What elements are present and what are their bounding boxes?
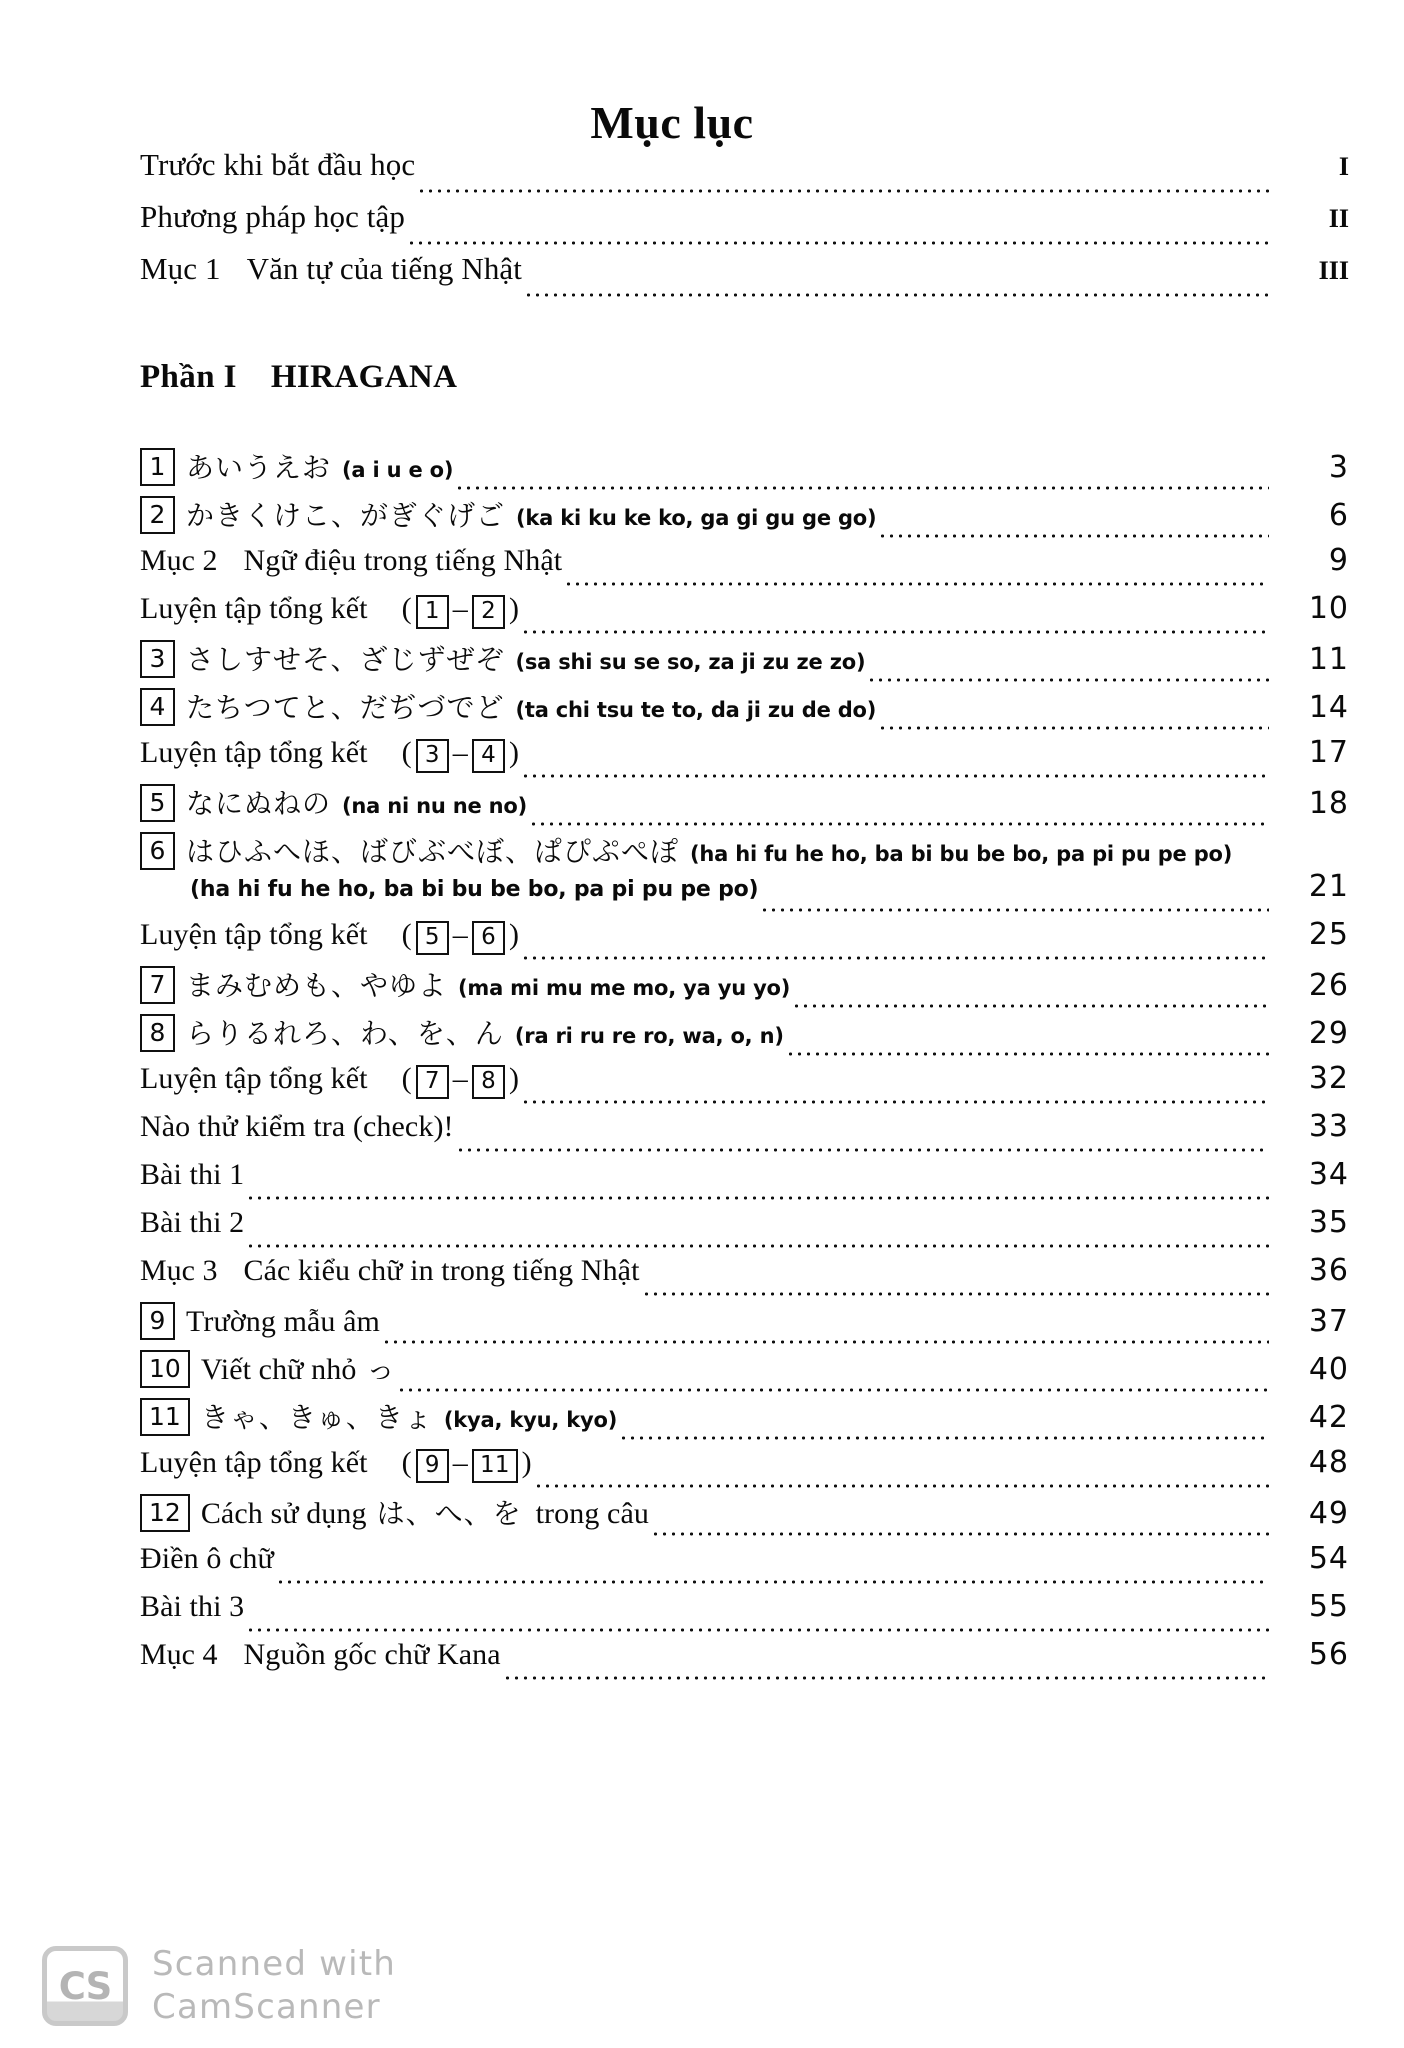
toc-entry-label xyxy=(140,834,1349,872)
dot-leader xyxy=(521,612,1269,642)
romaji-text: (a i u e o) xyxy=(342,458,454,482)
toc-entry-label xyxy=(140,1208,244,1238)
dot-leader xyxy=(642,1274,1269,1304)
toc-entry-label xyxy=(140,738,519,773)
page-number: III xyxy=(1318,256,1349,285)
toc-row[interactable] xyxy=(0,968,1404,1016)
toc-row[interactable] xyxy=(0,786,1404,834)
entry-number-box: 10 xyxy=(140,1350,190,1388)
dot-leader xyxy=(878,708,1269,738)
toc-row[interactable] xyxy=(0,917,1404,968)
dot-leader xyxy=(878,516,1269,546)
page-number: 3 xyxy=(1328,450,1349,485)
toc-entry-label xyxy=(140,1064,519,1099)
practice-label: Luyện tập tổng kết xyxy=(140,1062,368,1095)
toc-row[interactable] xyxy=(0,735,1404,786)
toc-row[interactable] xyxy=(0,591,1404,642)
practice-range-from: 9 xyxy=(416,1449,449,1483)
kana-text: あいうえお xyxy=(186,451,332,484)
toc-entry-label xyxy=(140,1256,640,1286)
page-number: 26 xyxy=(1308,968,1349,1003)
practice-range-from: 7 xyxy=(416,1065,449,1099)
section-number: Mục 3 xyxy=(140,1254,218,1287)
practice-range-to: 4 xyxy=(472,739,505,773)
section-title: Nguồn gốc chữ Kana xyxy=(243,1638,501,1671)
kana-text: かきくけこ、がぎぐげご xyxy=(186,499,506,532)
dot-leader xyxy=(246,1610,1269,1640)
romaji-text: (ma mi mu me mo, ya yu yo) xyxy=(458,976,791,1000)
entry-label-text: Viết chữ nhỏ xyxy=(200,1353,357,1386)
practice-range-from: 1 xyxy=(416,595,449,629)
toc-row[interactable] xyxy=(0,642,1404,690)
entry-label-text: Nào thử kiểm tra (check)! xyxy=(140,1110,454,1143)
entry-number-box: 4 xyxy=(140,688,175,726)
entry-label-text: Điền ô chữ xyxy=(140,1542,274,1575)
page-number: 9 xyxy=(1328,543,1349,578)
practice-range-to: 2 xyxy=(472,595,505,629)
entry-number-box: 12 xyxy=(140,1494,190,1532)
dot-leader xyxy=(382,1322,1269,1352)
page-number: 36 xyxy=(1308,1253,1349,1288)
toc-entry-label: Trước khi bắt đầu học xyxy=(140,147,416,182)
page-number: 32 xyxy=(1308,1061,1349,1096)
toc-row[interactable] xyxy=(0,498,1404,546)
toc-entry-label xyxy=(140,968,790,1006)
page-number: 17 xyxy=(1308,735,1349,770)
dot-leader xyxy=(503,1658,1269,1688)
toc-entry-label xyxy=(140,642,865,680)
toc-entry-label xyxy=(140,1544,274,1574)
toc-entry-label xyxy=(140,1448,532,1483)
page-number: 29 xyxy=(1308,1016,1349,1051)
romaji-text: (ha hi fu he ho, ba bi bu be bo, pa pi pu pe po) xyxy=(690,842,1233,866)
toc-row[interactable] xyxy=(0,1205,1404,1256)
entry-number-box: 9 xyxy=(140,1302,175,1340)
entry-number-box: 2 xyxy=(140,496,175,534)
page-number: 34 xyxy=(1308,1157,1349,1192)
dot-leader xyxy=(619,1418,1269,1448)
practice-label: Luyện tập tổng kết xyxy=(140,592,368,625)
camscanner-logo-icon: CS xyxy=(42,1946,128,2026)
toc-row[interactable] xyxy=(0,1352,1404,1400)
section-title: Ngữ điệu trong tiếng Nhật xyxy=(243,544,563,577)
toc-entry-label xyxy=(140,546,562,576)
toc-row[interactable] xyxy=(0,1109,1404,1160)
romaji-text: (ta chi tsu te to, da ji zu de do) xyxy=(515,698,877,722)
page-number: 56 xyxy=(1308,1637,1349,1672)
practice-range-to: 6 xyxy=(472,921,505,955)
entry-number-box: 6 xyxy=(140,832,175,870)
practice-label: Luyện tập tổng kết xyxy=(140,736,368,769)
dot-leader xyxy=(455,468,1269,498)
toc-entry-label xyxy=(140,1400,617,1438)
toc-entry-label xyxy=(140,690,876,728)
toc-row[interactable] xyxy=(0,253,1404,305)
practice-range: ( 7 – 8 ) xyxy=(402,1064,520,1099)
page-number: 6 xyxy=(1328,498,1349,533)
page-number: 18 xyxy=(1308,786,1349,821)
page-number: 25 xyxy=(1308,917,1349,952)
toc-entry-label xyxy=(140,594,519,629)
page-number: 33 xyxy=(1308,1109,1349,1144)
toc-entry-label: Phương pháp học tập xyxy=(140,199,405,234)
dot-leader xyxy=(417,170,1269,201)
kana-text-after: っ xyxy=(366,1353,396,1386)
camscanner-text xyxy=(152,1943,396,2030)
section-title: Các kiểu chữ in trong tiếng Nhật xyxy=(243,1254,640,1287)
kana-text: らりるれろ、わ、を、ん xyxy=(186,1017,504,1050)
practice-label: Luyện tập tổng kết xyxy=(140,918,368,951)
page-number: I xyxy=(1338,152,1349,181)
dot-leader xyxy=(397,1370,1269,1400)
dot-leader xyxy=(534,1466,1269,1496)
romaji-text: (kya, kyu, kyo) xyxy=(443,1408,618,1432)
page-number: 54 xyxy=(1308,1541,1349,1576)
toc-row[interactable] xyxy=(0,149,1404,201)
page-title: Mục lục xyxy=(590,97,754,148)
page-number: 10 xyxy=(1308,591,1349,626)
kana-text: さしすせそ、ざじずぜぞ xyxy=(186,643,505,676)
toc-row-continuation[interactable] xyxy=(0,869,1404,920)
page-number: 40 xyxy=(1308,1352,1349,1387)
toc-entry-label xyxy=(140,1592,244,1622)
entry-number-box: 3 xyxy=(140,640,175,678)
toc-row[interactable] xyxy=(0,1637,1404,1688)
page-number: 35 xyxy=(1308,1205,1349,1240)
toc-entry-label xyxy=(140,1016,784,1054)
part-number: Phần I xyxy=(140,359,237,395)
section-title: Văn tự của tiếng Nhật xyxy=(246,251,523,286)
romaji-text: (ra ri ru re ro, wa, o, n) xyxy=(514,1024,784,1048)
practice-range: ( 5 – 6 ) xyxy=(402,920,520,955)
practice-label: Luyện tập tổng kết xyxy=(140,1446,368,1479)
toc-row[interactable] xyxy=(0,1016,1404,1064)
toc-entry-label xyxy=(140,1304,380,1342)
section-number: Mục 2 xyxy=(140,544,218,577)
dot-leader xyxy=(651,1514,1269,1544)
toc-row[interactable] xyxy=(0,1157,1404,1208)
toc-entry-label xyxy=(140,1160,244,1190)
page-number: 11 xyxy=(1308,642,1349,677)
page-number: 42 xyxy=(1308,1400,1349,1435)
entry-label-text: Cách sử dụng xyxy=(200,1497,367,1530)
page-number: 55 xyxy=(1308,1589,1349,1624)
dot-leader xyxy=(521,1082,1269,1112)
page-number: 21 xyxy=(1308,869,1349,904)
toc-entry-label xyxy=(140,879,758,901)
toc-entry-list xyxy=(0,450,1404,1688)
dot-leader xyxy=(276,1562,1269,1592)
toc-row[interactable] xyxy=(0,1253,1404,1304)
practice-range-from: 3 xyxy=(416,739,449,773)
kana-text: はひふへほ、ばびぶべぼ、ぱぴぷぺぽ xyxy=(186,835,680,868)
dot-leader xyxy=(524,274,1269,305)
dot-leader xyxy=(246,1226,1269,1256)
front-matter-list xyxy=(0,149,1404,305)
toc-entry-label xyxy=(140,1352,395,1390)
entry-label-text: Bài thi 2 xyxy=(140,1206,245,1239)
entry-number-box: 1 xyxy=(140,448,175,486)
toc-row[interactable] xyxy=(0,834,1404,872)
practice-range-from: 5 xyxy=(416,921,449,955)
entry-label-text: Bài thi 3 xyxy=(140,1590,245,1623)
page-number: 49 xyxy=(1308,1496,1349,1531)
dot-leader xyxy=(246,1178,1269,1208)
camscanner-watermark xyxy=(42,1943,396,2030)
toc-entry-label xyxy=(140,1496,649,1534)
practice-range: ( 9 – 11 ) xyxy=(402,1448,532,1483)
dot-leader xyxy=(407,222,1269,253)
page-number: 37 xyxy=(1308,1304,1349,1339)
part-heading xyxy=(0,359,1404,396)
toc-entry-label xyxy=(140,498,876,536)
page-number: II xyxy=(1328,204,1349,233)
entry-number-box: 8 xyxy=(140,1014,175,1052)
practice-range-to: 11 xyxy=(472,1449,518,1483)
practice-range-to: 8 xyxy=(472,1065,505,1099)
dot-leader xyxy=(760,890,1269,920)
kana-text: まみむめも、やゆよ xyxy=(186,969,448,1002)
practice-range: ( 3 – 4 ) xyxy=(402,738,520,773)
toc-entry-label xyxy=(140,920,519,955)
entry-number-box: 7 xyxy=(140,966,175,1004)
dot-leader xyxy=(786,1034,1269,1064)
entry-number-box: 11 xyxy=(140,1398,190,1436)
toc-row[interactable] xyxy=(0,201,1404,253)
page-number: 14 xyxy=(1308,690,1349,725)
kana-text: なにぬねの xyxy=(186,787,332,820)
dot-leader xyxy=(456,1130,1269,1160)
toc-row[interactable] xyxy=(0,690,1404,738)
toc-entry-label xyxy=(140,253,522,284)
dot-leader xyxy=(529,804,1269,834)
dot-leader xyxy=(792,986,1269,1016)
toc-row[interactable] xyxy=(0,1061,1404,1112)
practice-range: ( 1 – 2 ) xyxy=(402,594,520,629)
toc-row[interactable] xyxy=(0,543,1404,594)
dot-leader xyxy=(564,564,1269,594)
section-number: Mục 4 xyxy=(140,1638,218,1671)
toc-row[interactable] xyxy=(0,1400,1404,1448)
romaji-text: (na ni nu ne no) xyxy=(342,794,527,818)
toc-entry-label xyxy=(140,1112,454,1142)
toc-row[interactable] xyxy=(0,1541,1404,1592)
dot-leader xyxy=(521,756,1269,786)
toc-row[interactable] xyxy=(0,1589,1404,1640)
romaji-text: (ka ki ku ke ko, ga gi gu ge go) xyxy=(516,506,877,530)
entry-number-box: 5 xyxy=(140,784,175,822)
toc-row[interactable] xyxy=(0,450,1404,498)
toc-row[interactable] xyxy=(0,1304,1404,1352)
dot-leader xyxy=(521,938,1269,968)
entry-label-text-after: trong câu xyxy=(535,1497,649,1530)
toc-entry-label xyxy=(140,786,527,824)
toc-row[interactable] xyxy=(0,1445,1404,1496)
toc-row[interactable] xyxy=(0,1496,1404,1544)
watermark-line-2: CamScanner xyxy=(152,1987,381,2028)
romaji-text: (sa shi su se so, za ji zu ze zo) xyxy=(515,650,866,674)
romaji-text: (ha hi fu he ho, ba bi bu be bo, pa pi pu pe po) xyxy=(190,877,759,902)
page-number: 48 xyxy=(1308,1445,1349,1480)
toc-entry-label xyxy=(140,1640,501,1670)
watermark-line-1: Scanned with xyxy=(152,1943,397,1984)
toc-entry-label xyxy=(140,450,453,488)
kana-text: きゃ、きゅ、きょ xyxy=(200,1401,433,1434)
kana-text: たちつてと、だぢづでど xyxy=(186,691,505,724)
entry-label-text: Bài thi 1 xyxy=(140,1158,245,1191)
part-name: HIRAGANA xyxy=(270,359,458,395)
kana-text: は、へ、を xyxy=(376,1497,522,1530)
dot-leader xyxy=(867,660,1269,690)
entry-label-text: Trường mẫu âm xyxy=(186,1305,380,1338)
section-number: Mục 1 xyxy=(140,251,221,286)
